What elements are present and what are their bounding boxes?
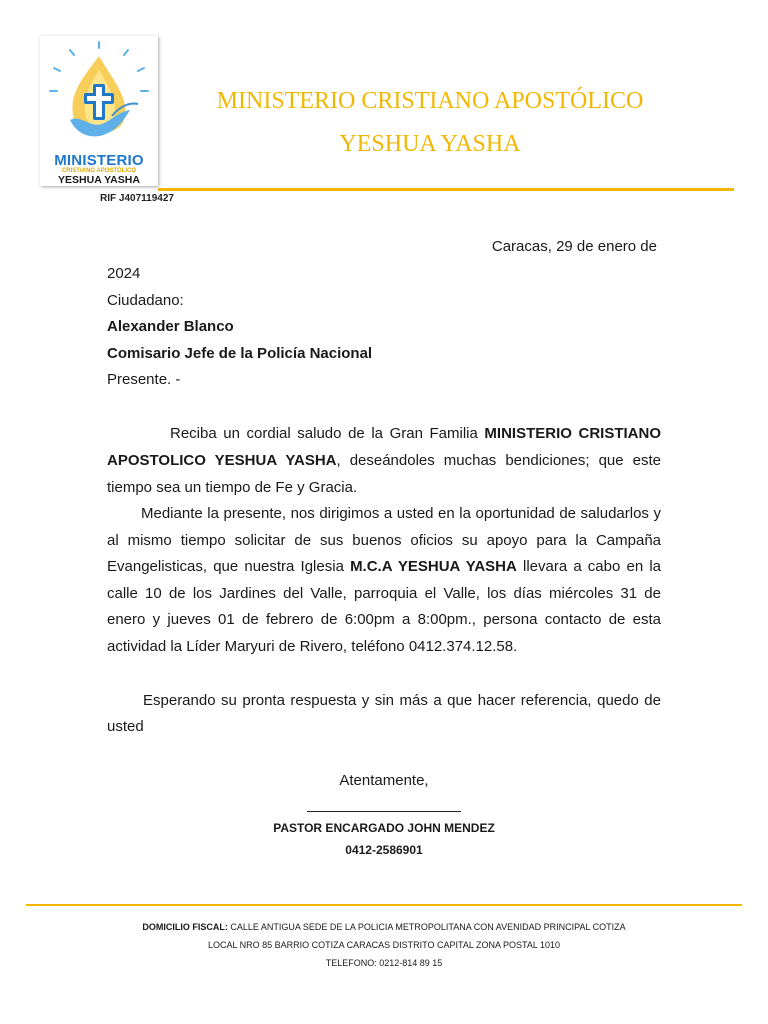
footer-label: DOMICILIO FISCAL: — [142, 922, 228, 932]
paragraph-1-line-2 — [107, 447, 661, 474]
presente: Presente. - — [107, 371, 181, 388]
signature-line — [307, 811, 461, 812]
signature-phone: 0412-2586901 — [345, 843, 423, 857]
paragraph-1-line-3: tiempo sea un tiempo de Fe y Gracia. — [107, 479, 358, 496]
letter-date-part2: 2024 — [107, 265, 141, 282]
logo-text-yeshua: YESHUA YASHA — [58, 174, 140, 186]
org-title-line-1: MINISTERIO CRISTIANO APOSTÓLICO — [216, 88, 644, 114]
p2-text: Evangelisticas, que nuestra Iglesia — [107, 558, 351, 575]
paragraph-2-line-4: calle 10 de los Jardines del Valle, parroquia el Valle, los días miércoles 31 de — [107, 585, 661, 602]
p2-church-name: M.C.A YESHUA YASHA — [350, 558, 517, 575]
paragraph-2-line-3 — [107, 553, 661, 580]
org-title-line-2: YESHUA YASHA — [339, 131, 521, 157]
footer-phone: TELEFONO: 0212-814 89 15 — [325, 958, 443, 968]
p1-text: Reciba un cordial saludo de la Gran Familia — [170, 425, 485, 442]
p1-org-name-cont: APOSTOLICO YESHUA YASHA — [107, 452, 337, 469]
logo-text-cristiano: CRISTIANO APOSTÓLICO — [61, 168, 137, 174]
footer-address-line-2: LOCAL NRO 85 BARRIO COTIZA CARACAS DISTRITO CAPITAL ZONA POSTAL 1010 — [207, 940, 561, 950]
footer-address-line-1 — [26, 922, 742, 932]
p1-text-cont: , deseándoles muchas bendiciones; que este — [336, 452, 661, 469]
closing: Atentamente, — [339, 772, 429, 789]
paragraph-3-line-2: usted — [107, 718, 144, 735]
paragraph-3-line-1: Esperando su pronta respuesta y sin más a que hacer referencia, quedo de — [143, 692, 661, 709]
paragraph-2-line-1: Mediante la presente, nos dirigimos a usted en la oportunidad de saludarlos y — [141, 505, 661, 522]
letter-date-part1: Caracas, 29 de enero de — [491, 238, 657, 255]
logo-text-ministerio: MINISTERIO — [54, 152, 144, 169]
signature-name: PASTOR ENCARGADO JOHN MENDEZ — [273, 821, 495, 835]
footer-divider — [26, 904, 742, 906]
ministry-logo — [40, 36, 158, 186]
paragraph-2-line-2: al mismo tiempo solicitar de sus buenos oficios su apoyo para la Campaña — [107, 532, 661, 549]
header-divider — [158, 188, 734, 191]
paragraph-1-line-1 — [170, 420, 661, 447]
salutation: Ciudadano: — [107, 292, 184, 309]
footer-address-1: CALLE ANTIGUA SEDE DE LA POLICIA METROPOLITANA CON AVENIDAD PRINCIPAL COTIZA — [227, 922, 626, 932]
paragraph-2-line-6: actividad la Líder Maryuri de Rivero, teléfono 0412.374.12.58. — [107, 638, 518, 655]
recipient-name: Alexander Blanco — [107, 318, 234, 335]
p2-text-cont: llevara a cabo en la — [516, 558, 661, 575]
rif-number: RIF J407119427 — [100, 193, 174, 204]
p1-org-name: MINISTERIO CRISTIANO — [484, 425, 661, 442]
paragraph-2-line-5: enero y jueves 01 de febrero de 6:00pm a 8:00pm., persona contacto de esta — [107, 611, 661, 628]
recipient-title: Comisario Jefe de la Policía Nacional — [107, 345, 373, 362]
